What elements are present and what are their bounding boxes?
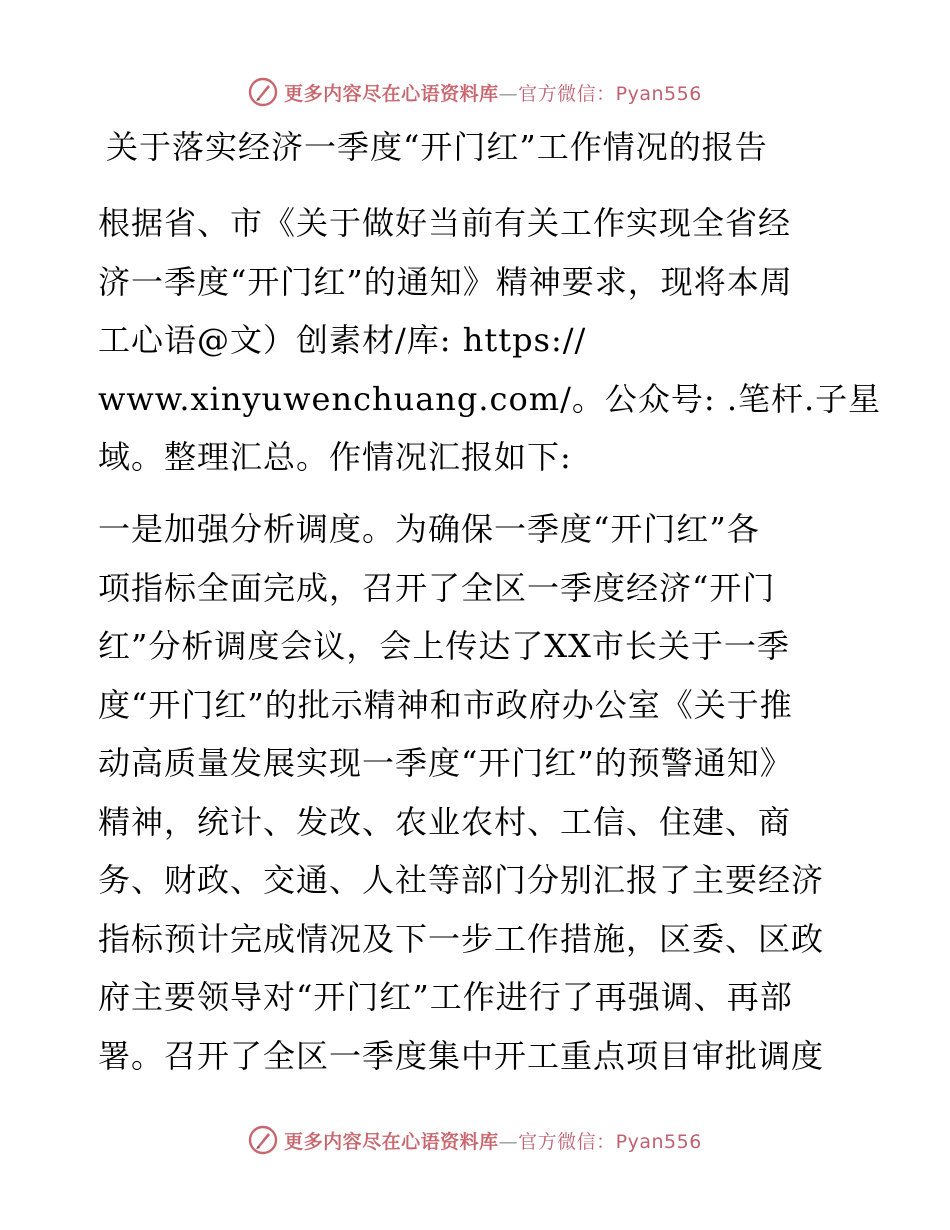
paragraph-line: 项指标全面完成，召开了全区一季度经济“开门 xyxy=(98,568,776,607)
watermark-header xyxy=(0,72,950,112)
paragraph-line: 度“开门红”的批示精神和市政府办公室《关于推 xyxy=(98,685,793,724)
paragraph-line: 一是加强分析调度。为确保一季度“开门红”各 xyxy=(98,510,760,548)
paragraph-line: 工心语@文）创素材/库: https:// xyxy=(98,321,587,359)
document-title: 关于落实经济一季度“开门红”工作情况的报告 xyxy=(106,128,768,166)
paragraph-analysis xyxy=(98,500,850,1085)
watermark-wechat-text: 官方微信：Pyan556 xyxy=(518,1130,702,1153)
paragraph-line: 务、财政、交通、人社等部门分别汇报了主要经济 xyxy=(98,861,825,899)
watermark-separator: — xyxy=(498,1130,519,1153)
paragraph-line: 域。整理汇总。作情况汇报如下: xyxy=(98,438,572,476)
quill-pen-logo-icon xyxy=(248,1125,278,1155)
paragraph-line: 署。召开了全区一季度集中开工重点项目审批调度 xyxy=(98,1036,825,1075)
watermark-site-text: 更多内容尽在心语资料库 xyxy=(284,82,499,105)
watermark-text xyxy=(284,1127,702,1154)
watermark-site-text: 更多内容尽在心语资料库 xyxy=(284,1130,499,1153)
quill-pen-logo-icon xyxy=(248,77,278,107)
watermark-footer xyxy=(0,1120,950,1160)
paragraph-intro xyxy=(98,194,882,487)
paragraph-line: 济一季度“开门红”的通知》精神要求，现将本周 xyxy=(98,262,793,301)
paragraph-line: 动高质量发展实现一季度“开门红”的预警通知》 xyxy=(98,744,793,782)
paragraph-line: www.xinyuwenchuang.com/。公众号: .笔杆.子星 xyxy=(98,379,882,418)
paragraph-line: 指标预计完成情况及下一步工作措施，区委、区政 xyxy=(98,919,825,958)
paragraph-line: 根据省、市《关于做好当前有关工作实现全省经 xyxy=(98,204,792,242)
paragraph-line: 府主要领导对“开门红”工作进行了再强调、再部 xyxy=(98,978,793,1016)
paragraph-line: 精神，统计、发改、农业农村、工信、住建、商 xyxy=(98,802,792,841)
watermark-text xyxy=(284,79,702,106)
watermark-separator: — xyxy=(498,82,519,105)
watermark-wechat-text: 官方微信：Pyan556 xyxy=(518,82,702,105)
paragraph-line: 红”分析调度会议，会上传达了XX市长关于一季 xyxy=(98,627,790,665)
